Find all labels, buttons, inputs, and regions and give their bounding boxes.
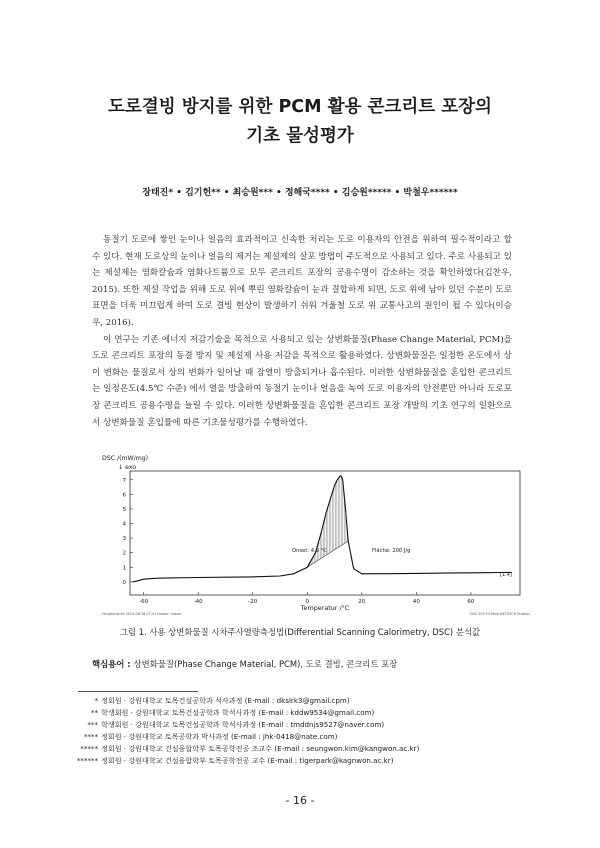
y-tick-label: 2 (122, 550, 126, 557)
author-list: 장태진* • 김기헌** • 최승원*** • 정해국**** • 김승원***** • 박철우****** (142, 188, 458, 198)
footnote-1 (70, 695, 419, 707)
footnote-5 (70, 743, 419, 755)
footnote-mark: ***** (80, 744, 98, 753)
x-tick-label: -60 (139, 599, 149, 605)
footnote-text: 정회원 · 강원대학교 토목건설공학과 석사과정 (E-mail : dkslrk3@gmail.cpm) (101, 696, 350, 705)
x-tick-label: 0 (305, 599, 310, 605)
footnote-mark: *** (87, 720, 98, 729)
onset-annotation: Onset: 4.5 °C (292, 548, 327, 554)
x-tick-label: 60 (467, 599, 475, 605)
footnote-6 (70, 755, 419, 767)
chart-exo-label: ↓ exo (118, 464, 137, 471)
body-paragraph-2: 이 연구는 기존 에너지 저감기술을 목적으로 사용되고 있는 상변화물질(Phase Change Material, PCM)을 도로 콘크리트 포장의 동결 방지 및 제설제 사용 저감을 목적으로 활용하였다. 상변화물질은 일정한 온도에서 상이 변화는 물질로서 상의 변화가 일어날 때 잠열이 방출되거나 흡수된다. 이러한 상변화물질을 혼입한 콘크리트는 일정온도(4.5℃ 수준) 에서 열을 방출하여 동절기 눈이나 얼음을 녹여 도로 이용자의 안전뿐만 아니라 도로포장 콘크리트 공용수명을 늘릴 수 있다. 이러한 상변화물질을 혼입한 콘크리트 포장 개발의 기초 연구의 일환으로서 상변화물질 혼입률에 따른 기초물성평가를 수행하였다. (92, 334, 512, 428)
footnote-mark: ****** (76, 756, 98, 765)
y-tick-label: 4 (122, 521, 126, 528)
y-tick-label: 7 (122, 477, 126, 484)
keywords (92, 658, 397, 670)
segment-label: [1.4] (500, 572, 512, 578)
footnote-mark: * (94, 696, 98, 705)
paper-title-line-1: 도로결빙 방지를 위한 PCM 활용 콘크리트 포장의 (108, 97, 492, 117)
figure-caption: 그림 1. 사용 상변화물질 시차주사열량측정법(Differential Scanning Calorimetry, DSC) 분석값 (119, 627, 481, 637)
footnotes (70, 695, 419, 767)
footnote-text: 정회원 · 강원대학교 건설융합학부 토목공학전공 조교수 (E-mail : seungwon.kim@kangwon.ac.kr) (101, 744, 420, 753)
abstract-body (92, 232, 512, 431)
x-tick-label: 40 (412, 599, 420, 605)
footnote-mark: **** (83, 732, 98, 741)
y-tick-label: 6 (122, 492, 126, 499)
dsc-chart (96, 452, 536, 624)
page-number: - 16 - (285, 794, 315, 807)
chart-ylabel: DSC /(mW/mg) (102, 455, 149, 462)
footnote-2 (70, 707, 419, 719)
footnote-text: 정회원 · 강원대학교 토목공학과 박사과정 (E-mail : jhk-0418@nate.com) (101, 732, 338, 741)
x-tick-label: -20 (248, 599, 258, 605)
x-tick-label: -40 (193, 599, 203, 605)
y-tick-label: 5 (122, 506, 126, 513)
y-tick-label: 0 (122, 579, 126, 586)
chart-y-axis (122, 478, 133, 586)
footnote-text: 정회원 · 강원대학교 건설융합학부 토목공학전공 교수 (E-mail : tigerpark@kagnwon.ac.kr) (101, 756, 394, 765)
footnote-text: 학생회원 · 강원대학교 토목건설공학과 학석사과정 (E-mail : kddw9534@gmail.com) (101, 708, 375, 717)
series-line-dsc (133, 476, 512, 582)
keywords-values: 상변화물질(Phase Change Material, PCM), 도로 결빙, 콘크리트 포장 (133, 659, 398, 669)
footnote-4 (70, 731, 419, 743)
area-annotation: Fläche: 200 J/g (372, 548, 411, 554)
footnote-mark: ** (90, 708, 98, 717)
keywords-label: 핵심용어 : (92, 659, 134, 669)
chart-xlabel: Temperatur /°C (300, 604, 350, 612)
chart-footer-right: DSC 200 F3 Maia NETZSCH Proteus (470, 612, 530, 616)
y-tick-label: 1 (122, 565, 126, 572)
footnote-divider (78, 691, 198, 692)
y-tick-label: 3 (122, 536, 126, 543)
x-tick-label: 20 (358, 599, 366, 605)
chart-footer-left: Hauptansicht 2013-08-18 07:51 Nutzer: nutzer (102, 612, 182, 616)
footnote-text: 학생회원 · 강원대학교 토목건설공학과 학석사과정 (E-mail : tmddnjs9527@naver.com) (101, 720, 385, 729)
paper-title-line-2: 기초 물성평가 (246, 126, 354, 146)
body-paragraph-1: 동절기 도로에 쌓인 눈이나 얼음의 효과적이고 신속한 처리는 도로 이용자의 안전을 위하여 필수적이라고 할 수 있다. 현재 도로상의 눈이나 얼음의 제거는 제설제의 살포 방법이 주도적으로 사용되고 있다. 주로 사용되고 있는 제설제는 염화칼슘과 염화나트륨으로 모두 콘크리트 포장의 공용수명이 감소하는 것을 확인하였다(김찬우, 2015). 또한 제설 작업을 위해 도로 위에 뿌린 염화칼슘이 눈과 결합하게 되면, 도로 위에 남아 있던 수분이 도로 표면을 더욱 미끄럽게 하여 도로 결빙 현상이 발생하기 쉬워 겨울철 도로 위 교통사고의 원인이 될 수 있다(이승우, 2016). (92, 235, 513, 328)
footnote-3 (70, 719, 419, 731)
